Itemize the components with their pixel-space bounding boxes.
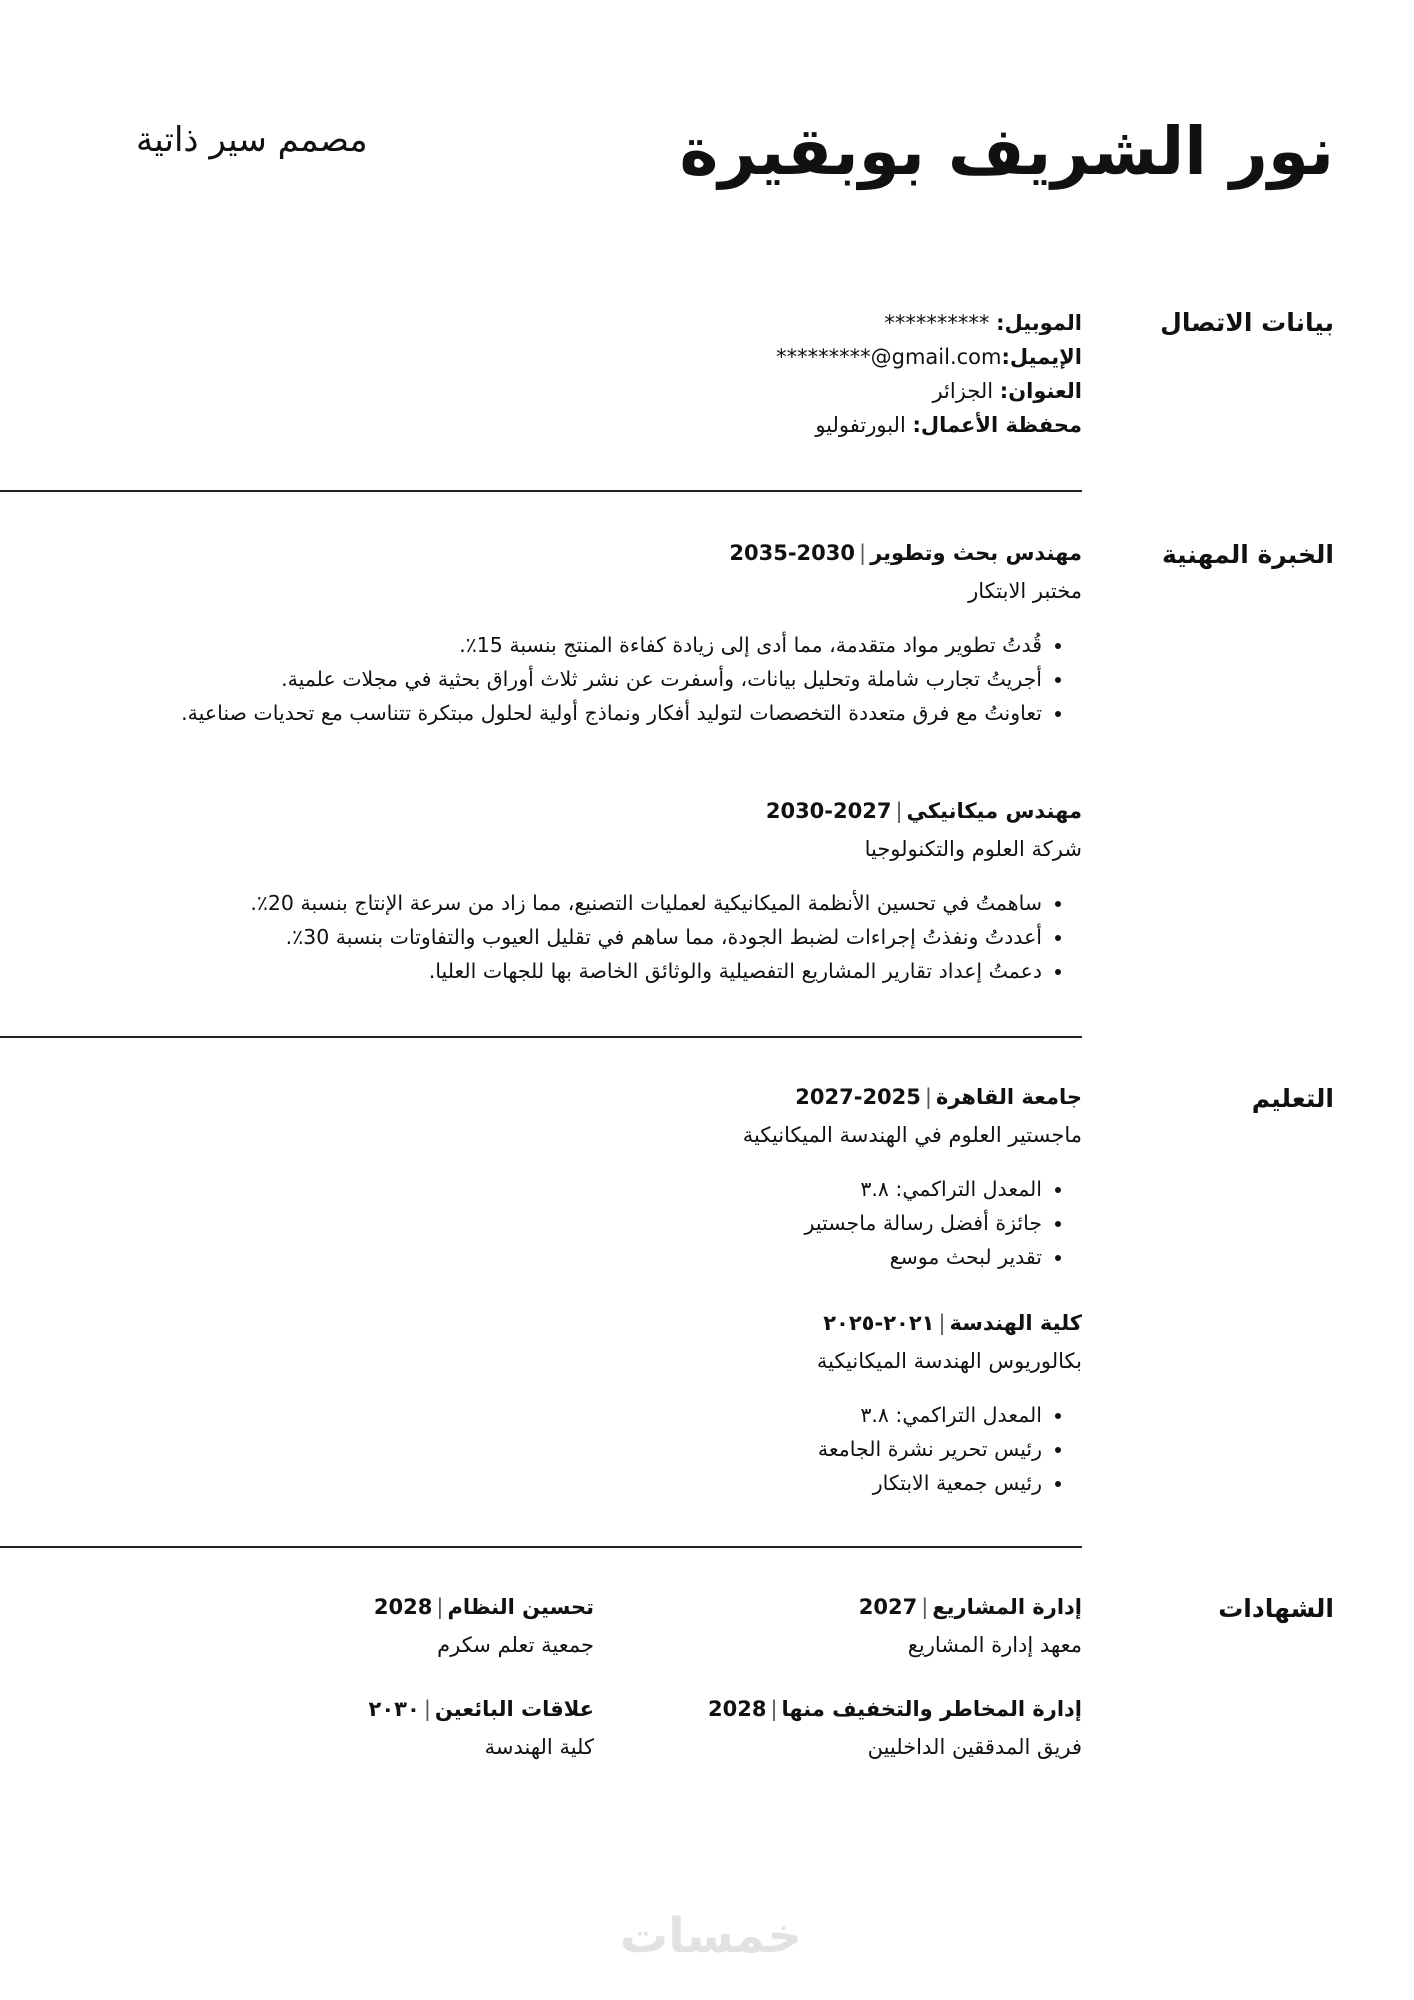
certificate-item [859,1592,1082,1660]
contact-email: الإيميل: *********@gmail.com [769,345,1082,369]
watermark-logo: خمسات [620,1908,802,1964]
list-item: • أعددتُ ونفذتُ إجراءات لضبط الجودة، مما ساهم في تقليل العيوب والتفاوتات بنسبة 30٪. [142,920,1042,954]
certificates-section-title: الشهادات [1218,1594,1334,1623]
education-school-1 [382,1082,1082,1274]
school-bullets [382,1398,1082,1500]
list-item: • رئيس جمعية الابتكار [382,1466,1042,1500]
experience-section-title: الخبرة المهنية [1162,540,1334,569]
list-item: • جائزة أفضل رسالة ماجستير [382,1206,1042,1240]
certificate-title: إدارة المشاريع|2027 [858,1595,1082,1619]
section-divider [0,1036,1082,1038]
certificate-issuer: فريق المدققين الداخليين [867,1735,1082,1759]
contact-portfolio: محفظة الأعمال: البورتفوليو [815,413,1082,437]
contact-details [769,306,1082,442]
certificate-item [374,1592,594,1660]
list-item: • المعدل التراكمي: ٣.٨ [382,1398,1042,1432]
job-title: مهندس ميكانيكي|2027-2030 [765,799,1082,823]
school-degree: بكالوريوس الهندسة الميكانيكية [816,1349,1082,1373]
certificate-issuer: كلية الهندسة [484,1735,594,1759]
contact-address: العنوان: الجزائر [932,379,1082,403]
job-company: مختبر الابتكار [968,579,1082,603]
section-divider [0,490,1082,492]
list-item: • رئيس تحرير نشرة الجامعة [382,1432,1042,1466]
certificate-title: إدارة المخاطر والتخفيف منها|2028 [707,1697,1082,1721]
resume-role: مصمم سير ذاتية [136,120,368,160]
list-item: • ساهمتُ في تحسين الأنظمة الميكانيكية لعمليات التصنيع، مما زاد من سرعة الإنتاج بنسبة 20٪. [142,886,1042,920]
list-item: • المعدل التراكمي: ٣.٨ [382,1172,1042,1206]
certificate-issuer: معهد إدارة المشاريع [907,1633,1082,1657]
education-school-2 [382,1308,1082,1500]
contact-section-title: بيانات الاتصال [1160,308,1334,337]
certificate-title: علاقات البائعين|٢٠٣٠ [368,1697,594,1721]
resume-name: نور الشريف بوبقيرة [679,113,1334,190]
list-item: • تعاونتُ مع فرق متعددة التخصصات لتوليد أفكار ونماذج أولية لحلول مبتكرة تتناسب مع تحديات صناعية. [142,696,1042,730]
school-degree: ماجستير العلوم في الهندسة الميكانيكية [742,1123,1082,1147]
certificate-issuer: جمعية تعلم سكرم [437,1633,594,1657]
certificate-title: تحسين النظام|2028 [373,1595,594,1619]
school-title: جامعة القاهرة|2025-2027 [795,1085,1082,1109]
job-bullets [142,886,1082,988]
section-divider [0,1546,1082,1548]
school-bullets [382,1172,1082,1274]
list-item: • أجريتُ تجارب شاملة وتحليل بيانات، وأسفرت عن نشر ثلاث أوراق بحثية في مجلات علمية. [142,662,1042,696]
list-item: • تقدير لبحث موسع [382,1240,1042,1274]
job-company: شركة العلوم والتكنولوجيا [864,837,1082,861]
certificate-item [708,1694,1082,1762]
experience-job-1 [142,538,1082,730]
contact-mobile: الموبيل: ********** [884,311,1082,335]
education-section-title: التعليم [1251,1084,1334,1113]
certificate-item [369,1694,594,1762]
list-item: • قُدتُ تطوير مواد متقدمة، مما أدى إلى زيادة كفاءة المنتج بنسبة 15٪. [142,628,1042,662]
experience-job-2 [142,796,1082,988]
job-bullets [142,628,1082,730]
school-title: كلية الهندسة|٢٠٢١-٢٠٢٥ [823,1311,1082,1335]
list-item: • دعمتُ إعداد تقارير المشاريع التفصيلية والوثائق الخاصة بها للجهات العليا. [142,954,1042,988]
job-title: مهندس بحث وتطوير|2030-2035 [729,541,1082,565]
